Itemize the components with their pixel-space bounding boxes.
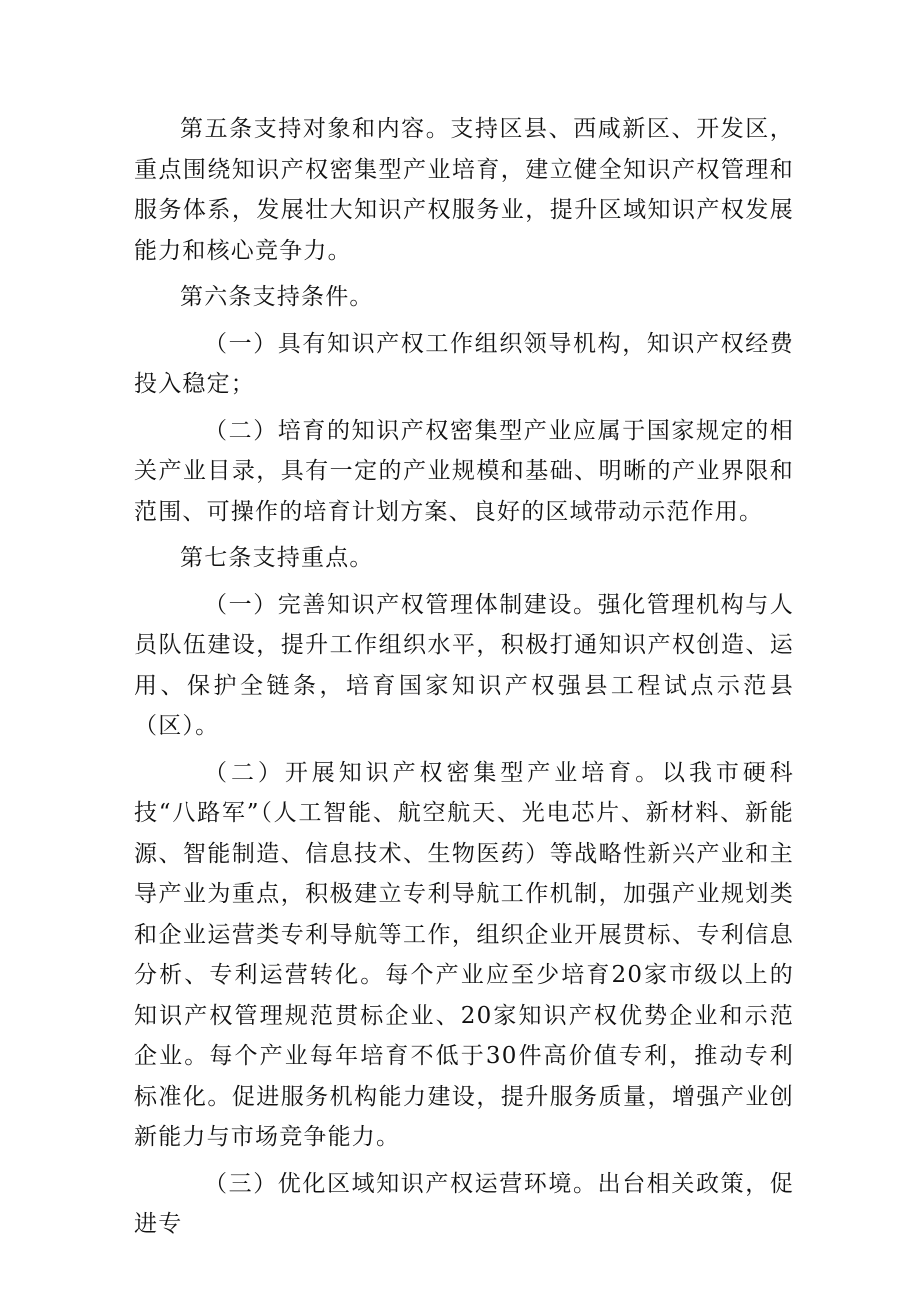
paragraph-article-6-heading: 第六条支持条件。	[180, 284, 374, 310]
paragraph-article-6-item-1: （一）具有知识产权工作组织领导机构，知识产权经费投入稳定；	[134, 330, 794, 397]
paragraph-article-7-item-1: （一）完善知识产权管理体制建设。强化管理机构与人员队伍建设，提升工作组织水平，积极打通知识产权创造、运用、保护全链条，培育国家知识产权强县工程试点示范县（区）。	[134, 591, 794, 739]
paragraph-article-6-item-2: （二）培育的知识产权密集型产业应属于国家规定的相关产业目录，具有一定的产业规模和基础、明晰的产业界限和范围、可操作的培育计划方案、良好的区域带动示范作用。	[134, 417, 794, 525]
paragraph-article-7-heading: 第七条支持重点。	[180, 545, 374, 571]
paragraph-article-7-item-2: （二）开展知识产权密集型产业培育。以我市硬科技“八路军”（人工智能、航空航天、光电芯片、新材料、新能源、智能制造、信息技术、生物医药）等战略性新兴产业和主导产业为重点，积极建立专利导航工作机制，加强产业规划类和企业运营类专利导航等工作，组织企业开展贯标、专利信息分析、专利运营转化。每个产业应至少培育20家市级以上的知识产权管理规范贯标企业、20家知识产权优势企业和示范企业。每个产业每年培育不低于30件高价值专利，推动专利标准化。促进服务机构能力建设，提升服务质量，增强产业创新能力与市场竞争能力。	[134, 759, 794, 1150]
document-body	[134, 109, 794, 1251]
paragraph-article-5: 第五条支持对象和内容。支持区县、西咸新区、开发区，重点围绕知识产权密集型产业培育，建立健全知识产权管理和服务体系，发展壮大知识产权服务业，提升区域知识产权发展能力和核心竞争力。	[134, 116, 794, 264]
paragraph-article-7-item-3: （三）优化区域知识产权运营环境。出台相关政策，促进专	[134, 1170, 794, 1237]
